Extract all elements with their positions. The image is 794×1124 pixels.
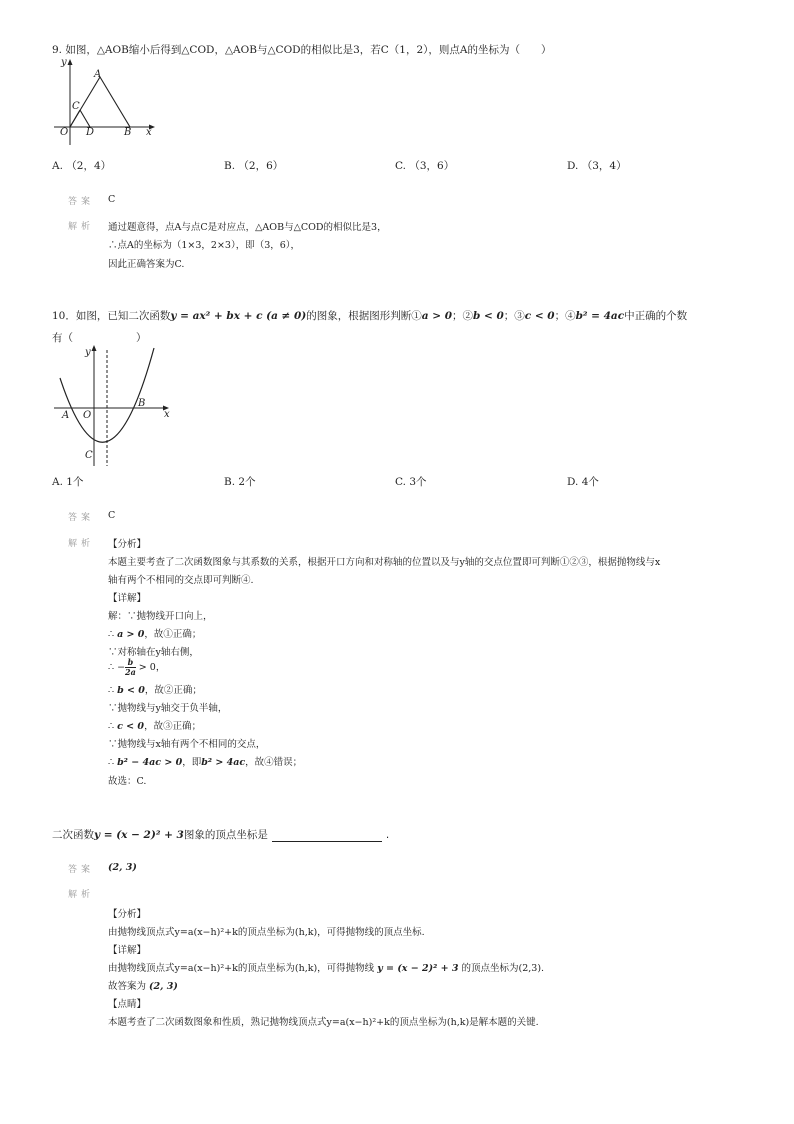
q10-analysis-line-7 (108, 718, 201, 732)
q10-stem-mid: 的图象，根据图形判断① (306, 310, 422, 322)
q11-p2-suffix: 的顶点坐标为(2,3). (461, 963, 545, 974)
q11-p3-prefix: 故答案为 (108, 981, 147, 992)
q10-condition-2: b < 0 (473, 310, 504, 322)
q11-stem-mid: 图象的顶点坐标是 (183, 829, 268, 841)
q9-analysis-line-2: ∴点A的坐标为（1×3，2×3），即（3，6）， (108, 240, 301, 251)
q10-l4-suffix: > 0， (135, 662, 166, 673)
q10-label-b: B (138, 398, 146, 409)
q10-analysis-line-3: ∵对称轴在y轴右侧， (108, 647, 199, 658)
q10-l9-mid: ，即 (182, 757, 202, 768)
q9-label-c: C (72, 101, 80, 112)
q10-analysis-line-10: 故选：C. (108, 776, 147, 787)
q11-analysis-label: 解析 (68, 890, 95, 900)
q9-label-a: A (94, 69, 102, 80)
q10-option-a[interactable]: A. 1个 (52, 476, 84, 488)
q10-stem-line-2: 有（ ） (52, 332, 147, 344)
q10-label-c: C (85, 450, 93, 461)
q10-analysis-line-2 (108, 626, 201, 640)
q10-label-o: O (83, 410, 92, 421)
q10-answer-value: C (108, 510, 116, 521)
q10-label-x: x (164, 409, 170, 420)
q9-label-x: x (146, 127, 152, 138)
q10-condition-4: b² = 4ac (575, 310, 625, 322)
q9-option-b[interactable]: B. （2，6） (224, 160, 284, 172)
q10-l7-math: c < 0 (117, 721, 145, 732)
q10-stem (52, 308, 687, 323)
q9-stem: 9. 如图，△AOB缩小后得到△COD，△AOB与△COD的相似比是3，若C（1，2），则点A的坐标为（ ） (52, 44, 552, 56)
q10-stem-formula: y = ax² + bx + c (a ≠ 0) (170, 310, 307, 322)
q10-l5-prefix: ∴ (108, 685, 115, 696)
q10-l7-suffix: ，故③正确； (144, 721, 202, 732)
q11-analysis-heading-2: 【详解】 (108, 945, 147, 956)
q11-analysis-heading-1: 【分析】 (108, 909, 147, 920)
q10-analysis-heading-1: 【分析】 (108, 539, 147, 550)
q10-analysis-label: 解析 (68, 539, 95, 549)
q10-analysis-line-5 (108, 682, 202, 696)
q10-l4-fraction (125, 658, 136, 677)
q10-analysis-line-1: 解：∵抛物线开口向上， (108, 611, 213, 622)
q11-stem-formula: y = (x − 2)² + 3 (94, 829, 184, 841)
q11-p2-prefix: 由抛物线顶点式y=a(x−h)²+k的顶点坐标为(h,k)，可得抛物线 (108, 963, 375, 974)
q10-l5-suffix: ，故②正确； (144, 685, 202, 696)
q10-l9-prefix: ∴ (108, 757, 115, 768)
q9-label-b: B (124, 127, 132, 138)
q10-condition-1: a > 0 (421, 310, 452, 322)
q11-analysis-heading-3: 【点睛】 (108, 999, 147, 1010)
q10-answer-label: 答案 (68, 513, 95, 523)
q10-analysis-line-4 (108, 658, 165, 677)
q9-option-d[interactable]: D. （3，4） (567, 160, 627, 172)
q10-figure (52, 342, 177, 467)
q10-l9-math-1: b² − 4ac > 0 (117, 757, 183, 768)
q9-analysis-label: 解析 (68, 222, 95, 232)
q10-option-b[interactable]: B. 2个 (224, 476, 256, 488)
q10-l9-suffix: ，故④错误； (245, 757, 303, 768)
q10-analysis-line-8: ∵抛物线与x轴有两个不相同的交点， (108, 739, 266, 750)
q10-l4-numerator: b (125, 658, 136, 668)
q10-l4-prefix: ∴ − (108, 662, 126, 673)
q10-sep-4: ；④ (554, 310, 576, 322)
q9-label-o: O (60, 127, 69, 138)
q9-label-y: y (61, 57, 67, 68)
q9-analysis-line-3: 因此正确答案为C. (108, 259, 185, 270)
q10-label-y: y (85, 347, 91, 358)
q11-analysis-para-2 (108, 960, 544, 974)
q10-l9-math-2: b² > 4ac (201, 757, 246, 768)
q11-answer-blank[interactable] (272, 831, 382, 842)
q10-condition-3: c < 0 (524, 310, 555, 322)
q10-option-c[interactable]: C. 3个 (395, 476, 427, 488)
q10-l4-denominator: 2a (125, 667, 136, 677)
q10-stem-prefix: 10．如图，已知二次函数 (52, 310, 171, 322)
q11-stem (52, 827, 389, 842)
q11-stem-end: . (385, 829, 390, 841)
q9-label-d: D (86, 127, 95, 138)
q10-sep-2: ；② (452, 310, 473, 322)
q10-analysis-para-1a: 本题主要考查了二次函数图象与其系数的关系，根据开口方向和对称轴的位置以及与y轴的交点位置即可判断①②③，根据抛物线与x (108, 557, 661, 568)
q11-p3-math: (2, 3) (149, 981, 178, 992)
q9-option-c[interactable]: C. （3，6） (395, 160, 455, 172)
q10-analysis-heading-2: 【详解】 (108, 593, 147, 604)
q10-analysis-line-9 (108, 754, 302, 768)
q9-answer-label: 答案 (68, 197, 95, 207)
q10-label-a: A (62, 410, 70, 421)
q9-answer-value: C (108, 194, 116, 205)
q10-l7-prefix: ∴ (108, 721, 115, 732)
q9-analysis-line-1: 通过题意得，点A与点C是对应点，△AOB与△COD的相似比是3， (108, 222, 387, 233)
q11-p2-math: y = (x − 2)² + 3 (377, 963, 459, 974)
q10-sep-3: ；③ (503, 310, 525, 322)
q11-analysis-para-3 (108, 978, 178, 992)
q9-figure (52, 55, 162, 147)
q11-answer-label: 答案 (68, 865, 95, 875)
q10-l5-math: b < 0 (117, 685, 145, 696)
q10-stem-end: 中正确的个数 (624, 310, 688, 322)
q11-analysis-para-4: 本题考查了二次函数图象和性质，熟记抛物线顶点式y=a(x−h)²+k的顶点坐标为(h,k)是解本题的关键. (108, 1017, 539, 1028)
q10-l2-math: a > 0 (117, 629, 145, 640)
q10-analysis-para-1b: 轴有两个不相同的交点即可判断④. (108, 575, 254, 586)
q11-answer-value: (2, 3) (108, 862, 137, 873)
q10-option-d[interactable]: D. 4个 (567, 476, 599, 488)
q11-analysis-para-1: 由抛物线顶点式y=a(x−h)²+k的顶点坐标为(h,k)，可得抛物线的顶点坐标. (108, 927, 425, 938)
q11-stem-prefix: 二次函数 (52, 829, 94, 841)
q10-l2-prefix: ∴ (108, 629, 115, 640)
q10-analysis-line-6: ∵抛物线与y轴交于负半轴， (108, 703, 228, 714)
q10-l2-suffix: ，故①正确； (144, 629, 202, 640)
q9-option-a[interactable]: A. （2，4） (52, 160, 112, 172)
